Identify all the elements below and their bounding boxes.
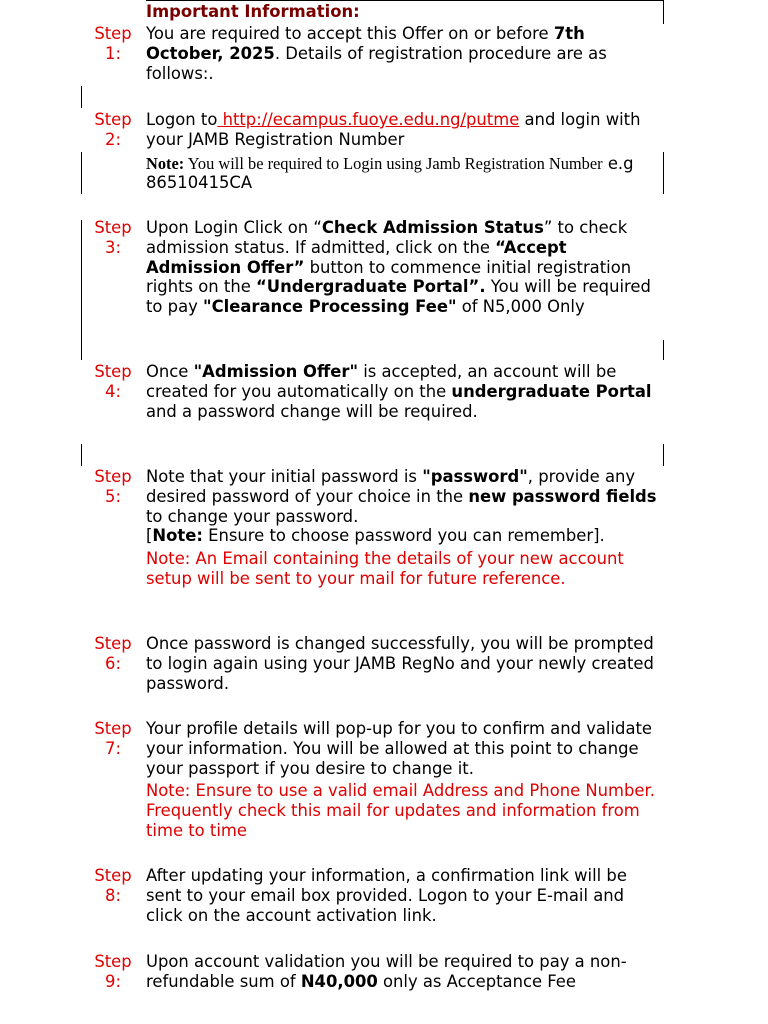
- step-content: Your profile details will pop-up for you to confirm and validate your information. You will be allowed at this point to change your passport if you desire to change it. Note: Ensure to use a valid email Address and Phone Number. Frequently check this mail for updates and information from time to time: [146, 719, 662, 841]
- email-note: Note: An Email containing the details of your new account setup will be sent to your mail for future reference.: [146, 549, 624, 588]
- step-label: Step 2:: [94, 110, 132, 149]
- step-content: After updating your information, a confirmation link will be sent to your email box provided. Logon to your E-mail and click on the account activation link.: [146, 866, 627, 925]
- table-border-right: [663, 444, 664, 466]
- table-border-top: [146, 0, 664, 1]
- step-label: Step 7:: [94, 719, 132, 758]
- step-content: Logon to http://ecampus.fuoye.edu.ng/putme and login with your JAMB Registration Number Note: You will be required to Login using Jamb Registration Number e.g 86510415CA: [146, 110, 641, 193]
- table-border-right: [663, 0, 664, 24]
- table-border-left: [81, 220, 82, 360]
- step-label: Step 5:: [94, 467, 132, 506]
- step-label: Step 9:: [94, 952, 132, 991]
- step-label: Step 6:: [94, 634, 132, 673]
- contact-note: Note: Ensure to use a valid email Address and Phone Number. Frequently check this mail for updates and information from time to time: [146, 781, 655, 840]
- table-border-right: [663, 152, 664, 194]
- step-label: Step 1:: [94, 24, 132, 63]
- step-content: Once password is changed successfully, you will be prompted to login again using your JAMB RegNo and your newly created password.: [146, 634, 654, 693]
- table-border-left: [81, 86, 82, 108]
- page-title: Important Information:: [146, 2, 360, 21]
- step-content: Note that your initial password is "password", provide any desired password of your choice in the new password fields to change your password. [Note: Ensure to choose password you can remember]. Note: An Email containing the details of your new account setup will be sent to your mail for future reference.: [146, 467, 662, 589]
- step-label: Step 3:: [94, 218, 132, 257]
- table-border-left: [81, 152, 82, 194]
- step-content: You are required to accept this Offer on or before 7th October, 2025. Details of registration procedure are as follows:.: [146, 24, 607, 83]
- step-label: Step 8:: [94, 866, 132, 905]
- note-label: Note:: [146, 153, 185, 173]
- step-content: Upon Login Click on “Check Admission Status” to check admission status. If admitted, click on the “Accept Admission Offer” button to commence initial registration rights on the “Undergraduate Portal”. You will be required to pay "Clearance Processing Fee" of N5,000 Only: [146, 218, 651, 317]
- step-content: Upon account validation you will be required to pay a non-refundable sum of N40,000 only as Acceptance Fee: [146, 952, 627, 991]
- portal-link[interactable]: http://ecampus.fuoye.edu.ng/putme: [217, 110, 520, 129]
- step-label: Step 4:: [94, 362, 132, 401]
- step-content: Once "Admission Offer" is accepted, an account will be created for you automatically on the undergraduate Portal and a password change will be required.: [146, 362, 652, 421]
- table-border-left: [81, 444, 82, 466]
- table-border-right: [663, 340, 664, 360]
